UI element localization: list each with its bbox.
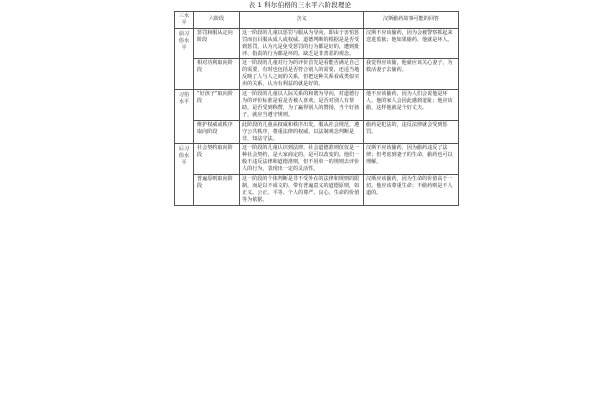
- meaning-cell: 这一阶段的儿童以惩罚与服从为导向，即由于害怕惩罚而盲目服从成人或权威。道德判断的根据是是否受到惩罚，认为凡是免受惩罚的行为都是好的，遭到批评、指责的行为都是坏的，缺乏是非善恶的观念。: [240, 28, 364, 59]
- answer-cell: 我觉得应该偷，他就应该关心妻子，为救活妻子去偷药。: [364, 59, 459, 90]
- answer-cell: 汉斯不应该偷药，因为偷药违反了法律；但考虑到妻子的生命，偷药也可以理解。: [364, 144, 459, 175]
- level-cell: 习俗水平: [175, 90, 194, 144]
- meaning-cell: 这一阶段的儿童对行为的评价首先是看能否满足自己的需要，有时也包括是否符合别人的需要，还适当地反映了人与人之间的关系，但把这种关系看成类似买卖的关系，认为有利益的就是好的。: [240, 59, 364, 90]
- meaning-cell: 这一阶段的个体判断是非不受外在的法律和规则的限制，而是以不成文的、带有普遍意义的道德原则，如正义、公正、平等、个人的尊严、良心、生命的价值等为依据。: [240, 175, 364, 206]
- level-cell: 前习俗水平: [175, 28, 194, 89]
- table-caption: 表 1 科尔伯格的三水平六阶段理论: [248, 1, 352, 9]
- stage-cell: 普遍原则取向阶段: [194, 175, 240, 206]
- meaning-cell: 这一阶段的儿童以人际关系的和谐为导向，对道德行为的评价标准是看是否被人喜欢，是否对别人有帮助，是否受到称赞，为了赢得别人的赞扬，当个好孩子，就应当遵守规则。: [240, 90, 364, 121]
- level-cell: 后习俗水平: [175, 144, 194, 205]
- table-row: [175, 59, 459, 90]
- stage-cell: 相对功利取向阶段: [194, 59, 240, 90]
- stage-cell: 社会契约取向阶段: [194, 144, 240, 175]
- meaning-cell: 此阶段的儿童从权威和秩序出发，服从社会规范，遵守公共秩序，尊重法律的权威，以法制观念判断是非，知法守法。: [240, 120, 364, 144]
- header-meaning: 含义: [240, 12, 364, 29]
- header-stage: 六阶段: [194, 12, 240, 29]
- meaning-cell: 这一阶段的儿童认识到法律、社会道德准则仅仅是一种社会契约，是大家商定的，是可以改变的。他们一般不违反法律和道德准则，但不用单一的规则去评价人的行为，表现出一定的灵活性。: [240, 144, 364, 175]
- table-row: [175, 175, 459, 206]
- answer-cell: 汉斯不应该偷药，因为会被警察抓起来送进监狱；他如果偷药，他就是坏人。: [364, 28, 459, 59]
- answer-cell: 偷药是犯法的，违反法律就会受到惩罚。: [364, 120, 459, 144]
- table-row: [175, 28, 459, 59]
- header-answer: 汉斯偷药故事可能的回答: [364, 12, 459, 29]
- table-row: [175, 144, 459, 175]
- header-row: [175, 12, 459, 29]
- theory-table: [174, 11, 459, 206]
- stage-cell: 惩罚和服从定向阶段: [194, 28, 240, 59]
- table-row: [175, 120, 459, 144]
- answer-cell: 他不应该偷药，因为人们会说他是坏人，他的家人会因此感到羞耻；他应该偷，这样他就是个好丈夫。: [364, 90, 459, 121]
- stage-cell: “好孩子”取向阶段: [194, 90, 240, 121]
- table-row: [175, 90, 459, 121]
- header-level: 三水平: [175, 12, 194, 29]
- answer-cell: 汉斯应该偷药，因为生命的价值高于一切，他应该尊重生命；不偷药则是不人道的。: [364, 175, 459, 206]
- stage-cell: 维护权威或秩序取向阶段: [194, 120, 240, 144]
